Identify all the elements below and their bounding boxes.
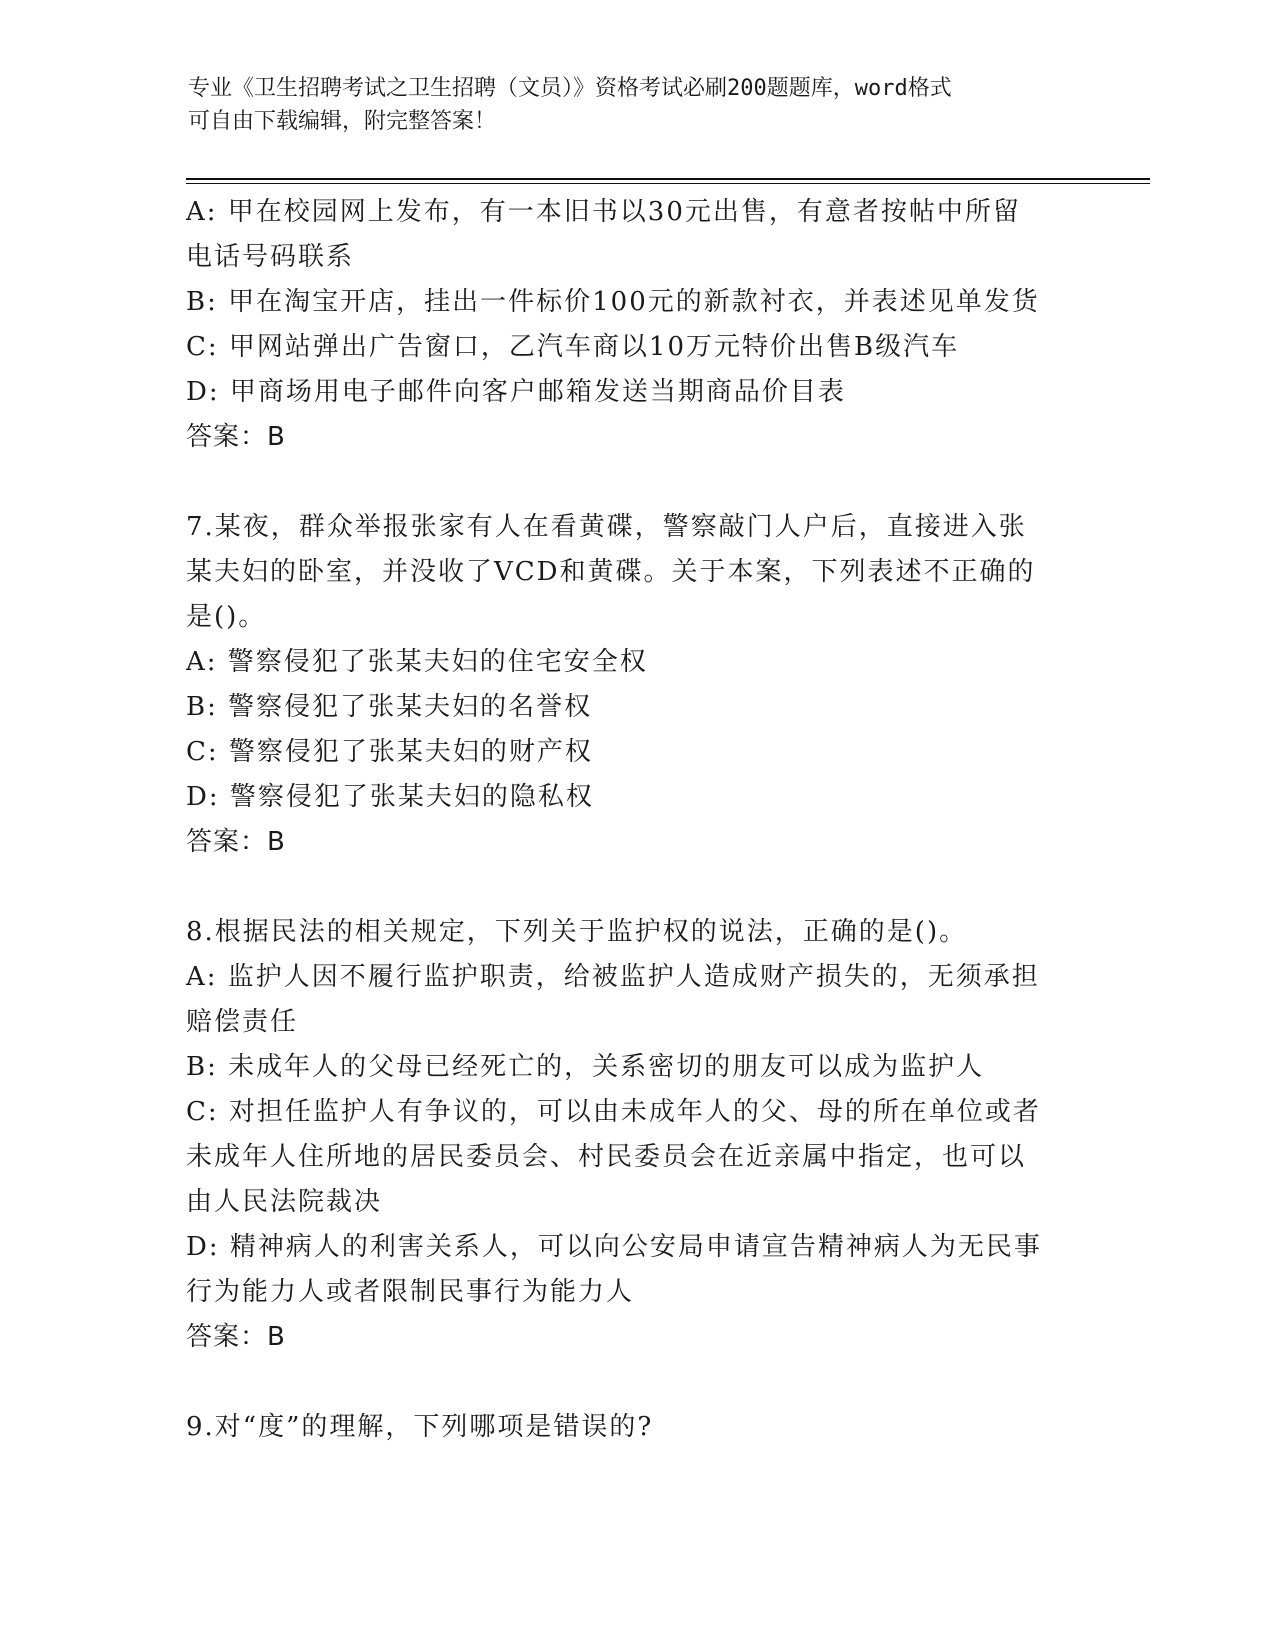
page-header: [188, 72, 1088, 138]
option-c-line-2: 未成年人住所地的居民委员会、村民委员会在近亲属中指定，也可以: [186, 1142, 1027, 1172]
option-a-line-1: A: 甲在校园网上发布，有一本旧书以30元出售，有意者按帖中所留: [186, 197, 1021, 227]
question-stem-line-2: 某夫妇的卧室，并没收了VCD和黄碟。关于本案，下列表述不正确的: [186, 557, 1036, 587]
answer: 答案：B: [186, 1322, 286, 1352]
option-b: B: 甲在淘宝开店，挂出一件标价100元的新款衬衣，并表述见单发货: [186, 287, 1040, 317]
option-d: D: 甲商场用电子邮件向客户邮箱发送当期商品价目表: [186, 377, 846, 407]
option-c: C: 甲网站弹出广告窗口，乙汽车商以10万元特价出售B级汽车: [186, 332, 960, 362]
option-a-line-1: A: 监护人因不履行监护职责，给被监护人造成财产损失的，无须承担: [186, 962, 1040, 992]
question-7: [186, 505, 1086, 865]
spacer: [186, 865, 1086, 910]
option-c-line-3: 由人民法院裁决: [186, 1187, 383, 1217]
spacer: [186, 460, 1086, 505]
option-c-line-1: C: 对担任监护人有争议的，可以由未成年人的父、母的所在单位或者: [186, 1097, 1041, 1127]
spacer: [186, 1360, 1086, 1405]
option-a: A: 警察侵犯了张某夫妇的住宅安全权: [186, 647, 648, 677]
option-b: B: 未成年人的父母已经死亡的，关系密切的朋友可以成为监护人: [186, 1052, 985, 1082]
answer: 答案：B: [186, 422, 286, 452]
question-9: [186, 1405, 1086, 1450]
option-d-line-2: 行为能力人或者限制民事行为能力人: [186, 1277, 635, 1307]
question-stem: 8.根据民法的相关规定，下列关于监护权的说法，正确的是()。: [186, 917, 968, 947]
question-stem-line-1: 7.某夜，群众举报张家有人在看黄碟，警察敲门人户后，直接进入张: [186, 512, 1027, 542]
answer: 答案：B: [186, 827, 286, 857]
question-stem: 9.对“度”的理解，下列哪项是错误的?: [186, 1412, 654, 1442]
header-line-1: 专业《卫生招聘考试之卫生招聘（文员）》资格考试必刷200题题库，word格式: [188, 76, 952, 101]
header-line-2: 可自由下载编辑，附完整答案！: [188, 109, 497, 134]
question-8: [186, 910, 1086, 1360]
option-c: C: 警察侵犯了张某夫妇的财产权: [186, 737, 593, 767]
header-divider-thick: [186, 178, 1150, 180]
question-stem-line-3: 是()。: [186, 602, 267, 632]
option-b: B: 警察侵犯了张某夫妇的名誉权: [186, 692, 593, 722]
option-d: D: 警察侵犯了张某夫妇的隐私权: [186, 782, 594, 812]
question-6: [186, 190, 1086, 460]
option-a-line-2: 电话号码联系: [186, 242, 355, 272]
option-a-line-2: 赔偿责任: [186, 1007, 299, 1037]
option-d-line-1: D: 精神病人的利害关系人，可以向公安局申请宣告精神病人为无民事: [186, 1232, 1042, 1262]
header-divider-thin: [186, 183, 1150, 184]
document-body: [186, 190, 1086, 1450]
